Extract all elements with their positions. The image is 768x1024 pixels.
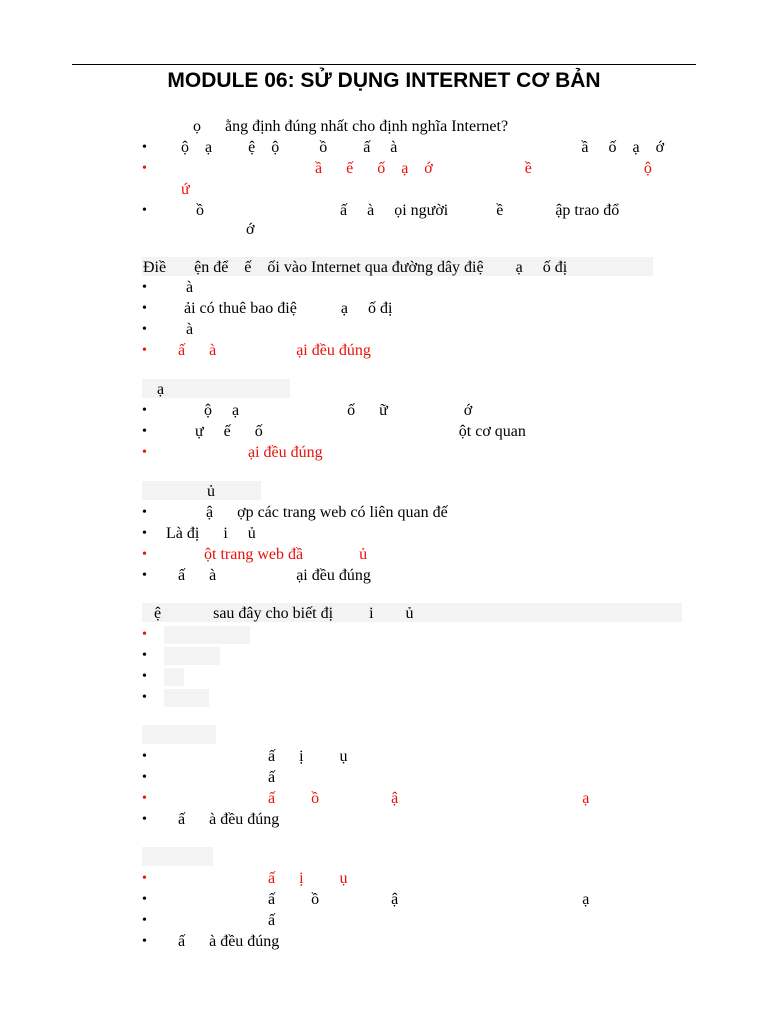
bullet: • <box>142 505 147 520</box>
question-3: ạ <box>157 381 165 398</box>
bullet: • <box>142 203 147 218</box>
question-2: Điề ện để ế ối vào Internet qua đường dây điệ ạ ố đị <box>143 259 568 276</box>
option-highlight <box>164 689 209 707</box>
question-1-option-c-cont: ớ <box>246 221 255 238</box>
highlight <box>142 379 290 398</box>
question-6-option-a: ấ ị ụ <box>268 748 348 765</box>
question-1-option-b-cont: ứ <box>181 181 190 198</box>
question-2-option-c: à <box>186 321 194 338</box>
bullet: • <box>142 343 147 358</box>
bullet: • <box>142 812 147 827</box>
question-3-option-a: ộ ạ ố ữ ớ <box>204 402 473 419</box>
question-2-option-d: ấ à ại đều đúng <box>178 342 371 359</box>
question-2-option-b: ải có thuê bao điệ ạ ố đị <box>184 300 393 317</box>
bullet: • <box>142 749 147 764</box>
bullet: • <box>142 871 147 886</box>
bullet: • <box>142 280 147 295</box>
question-3-option-b: ự ế ố ột cơ quan <box>195 423 526 440</box>
question-2-option-a: à <box>186 279 194 296</box>
highlight <box>142 481 261 500</box>
bullet: • <box>142 770 147 785</box>
question-6-option-c: ấ ồ ậ ạ <box>268 790 590 807</box>
option-highlight <box>164 668 184 686</box>
question-1-option-c: ồ ấ à ọi người ề ập trao đổ <box>196 202 620 219</box>
question-3-option-c: ại đều đúng <box>248 444 323 461</box>
question-4-option-d: ấ à ại đều đúng <box>178 567 371 584</box>
bullet: • <box>142 140 147 155</box>
bullet: • <box>142 445 147 460</box>
question-4-option-a: ậ ợp các trang web có liên quan đế <box>206 504 448 521</box>
option-highlight <box>164 626 250 644</box>
bullet: • <box>142 934 147 949</box>
top-rule <box>72 64 696 65</box>
bullet: • <box>142 526 147 541</box>
question-4-option-c: ột trang web đầ ủ <box>204 546 368 563</box>
highlight <box>142 725 216 744</box>
question-4-option-b: Là đị i ủ <box>166 525 256 542</box>
bullet: • <box>142 892 147 907</box>
bullet: • <box>142 568 147 583</box>
bullet: • <box>142 161 147 176</box>
bullet: • <box>142 627 147 642</box>
page-title: MODULE 06: SỬ DỤNG INTERNET CƠ BẢN <box>167 69 601 92</box>
question-1-option-b: ầ ế ố ạ ớ ề ộ <box>315 160 652 177</box>
bullet: • <box>142 648 147 663</box>
bullet: • <box>142 791 147 806</box>
question-6-option-b: ấ <box>268 769 276 786</box>
question-1-option-a: ộ ạ ệ ộ ồ ấ à ầ ố ạ ớ <box>181 139 665 156</box>
question-7-option-a: ấ ị ụ <box>268 870 348 887</box>
option-highlight <box>164 647 220 665</box>
bullet: • <box>142 322 147 337</box>
bullet: • <box>142 403 147 418</box>
question-7-option-c: ấ <box>268 912 276 929</box>
question-4: ủ <box>207 483 215 500</box>
question-7-option-d: ấ à đều đúng <box>178 933 280 950</box>
highlight <box>142 847 213 866</box>
bullet: • <box>142 301 147 316</box>
bullet: • <box>142 913 147 928</box>
question-6-option-d: ấ à đều đúng <box>178 811 280 828</box>
bullet: • <box>142 669 147 684</box>
question-5: ệ sau đây cho biết đị i ủ <box>154 605 414 622</box>
question-1: ọ ằng định đúng nhất cho định nghĩa Internet? <box>193 118 509 135</box>
bullet: • <box>142 424 147 439</box>
question-7-option-b: ấ ồ ậ ạ <box>268 891 590 908</box>
bullet: • <box>142 690 147 705</box>
bullet: • <box>142 547 147 562</box>
